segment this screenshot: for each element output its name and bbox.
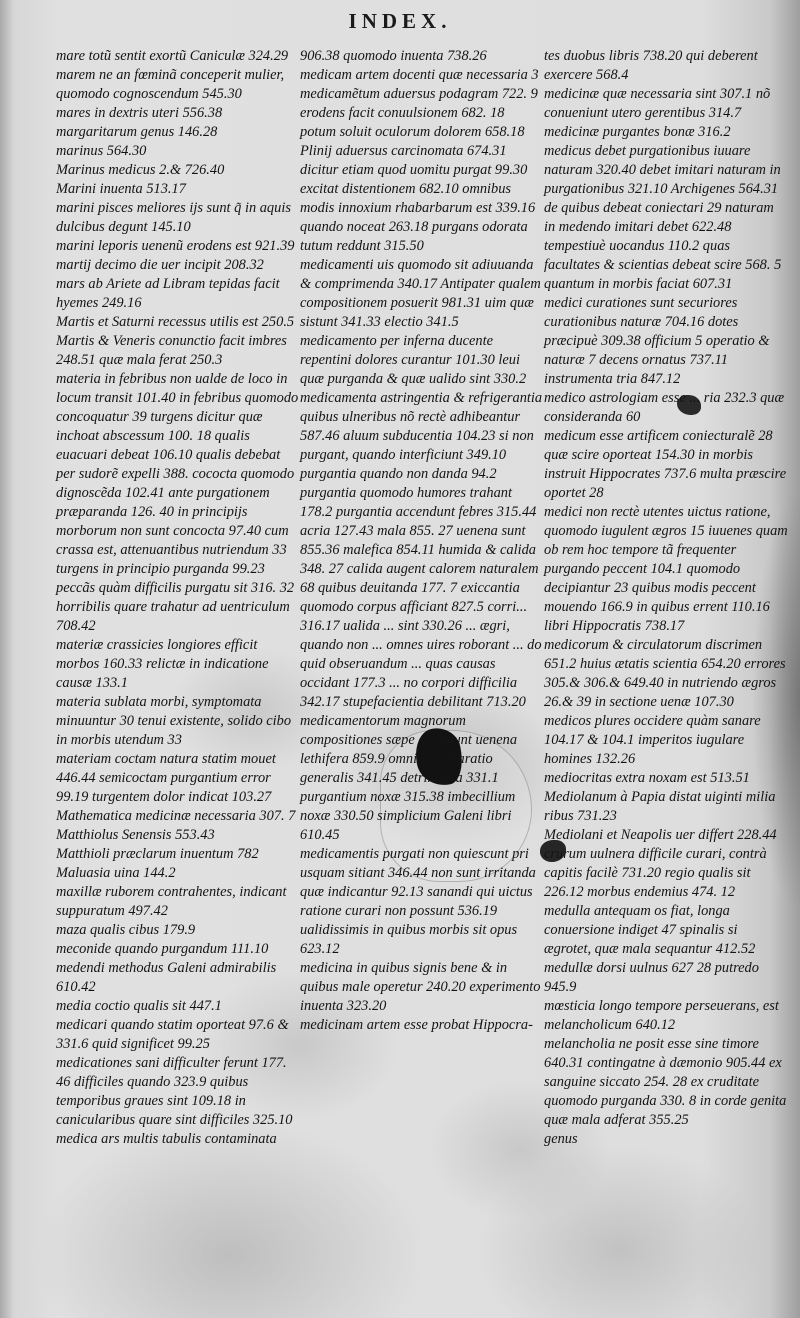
index-entry: mares in dextris uteri 556.38 bbox=[56, 105, 223, 121]
index-entry: mediocritas extra noxam est 513.51 bbox=[544, 770, 750, 786]
index-entry: maxillæ ruborem contrahentes, indicant suppuratum 497.42 bbox=[56, 884, 287, 919]
index-entry: medicamenti uis quomodo sit adiuuanda & comprimenda 340.17 Antipater qualem compositionem posuerit 981.31 uim quæ sistunt 341.33 electio 341.5 bbox=[300, 257, 541, 330]
index-entry: marem ne an fœminã conceperit mulier, quomodo cognoscendum 545.30 bbox=[56, 67, 285, 102]
index-entry: Mediolanum à Papia distat uiginti milia ribus 731.23 bbox=[544, 789, 776, 824]
index-entry: medicinæ purgantes bonæ 316.2 bbox=[544, 124, 731, 140]
index-entry: medicamentorum magnorum compositiones sæpe accipiunt uenena lethifera 859.9 omniũ præparatio generalis 341.45 detrimenta 331.1 purgantium noxæ 315.38 imbecillium noxæ 330.50 simplicium Galeni libri 610.45 bbox=[300, 713, 518, 843]
index-entry: meconide quando purgandum 111.10 bbox=[56, 941, 269, 957]
index-entry: Martis et Saturni recessus utilis est 250.5 bbox=[56, 314, 295, 330]
index-entry: marini leporis uenenũ erodens est 921.39 bbox=[56, 238, 295, 254]
index-entry: medicamentis purgati non quiescunt pri usquam sitiant 346.44 non sunt irritanda quæ indicantur 92.13 sanandi qui uictus ratione curari non possunt 536.19 ualidissimis in quibus morbis sit opus 623.12 bbox=[300, 846, 536, 957]
index-entry: medicinam artem esse probat Hippocra- bbox=[300, 1017, 533, 1033]
index-entry: Marini inuenta 513.17 bbox=[56, 181, 186, 197]
index-entry: medici curationes sunt securiores curationibus naturæ 704.16 dotes præcipuè 309.38 officium 5 operatio & naturæ 7 decens ornatus 737.11 instrumenta tria 847.12 bbox=[544, 295, 770, 387]
page-header: INDEX. bbox=[348, 9, 452, 33]
index-column-1 bbox=[56, 47, 300, 1149]
index-entry: Marinus medicus 2.& 726.40 bbox=[56, 162, 225, 178]
index-entry: Matthioli præclarum inuentum 782 bbox=[56, 846, 259, 862]
index-entry: medicorum & circulatorum discrimen 651.2 huius ætatis scientia 654.20 errores 305.& 306.& 649.40 in nutriendo ægros 26.& 39 in sectione uenæ 107.30 bbox=[544, 637, 786, 710]
index-entry: medicam artem docenti quæ necessaria 3 bbox=[300, 67, 539, 83]
index-entry: marinus 564.30 bbox=[56, 143, 147, 159]
index-entry: medicos plures occidere quàm sanare 104.17 & 104.1 imperitos iugulare homines 132.26 bbox=[544, 713, 761, 767]
index-entry: medulla antequam os fiat, longa conuersione indiget 47 spinalis si ægrotet, quæ mala sequantur 412.52 bbox=[544, 903, 756, 957]
index-entry: medicamento per inferna ducente repentini dolores curantur 101.30 leui quæ purganda & quæ ualido sint 330.2 bbox=[300, 333, 527, 387]
index-entry: Mediolani et Neapolis uer differt 228.44 crurum uulnera difficile curari, contrà capitis facilè 731.20 regio qualis sit 226.12 morbus endemius 474. 12 bbox=[544, 827, 777, 900]
index-entry: medicum esse artificem coniecturalẽ 28 quæ scire oporteat 154.30 in morbis instruit Hippocrates 737.6 multa præscire oportet 28 bbox=[544, 428, 787, 501]
index-entry: medicamenta astringentia & refrigerantia quibus ulneribus nõ rectè adhibeantur 587.46 aluum subducentia 104.23 si non purgant, quando interficiunt 349.10 purgantia quando non danda 94.2 purgantia quomodo humores trahant 178.2 purgantia accendunt febres 315.44 acria 127.43 mala 855. 27 uenena sunt 855.36 malefica 854.11 humida & calida 348. 27 calida augent calorem naturalem 68 quibus deuitanda 177. 7 exiccantia quomodo corpus afficiant 827.5 corri... 316.17 ualida ... sint 330.26 ... ægri, quando non ... omnes uires roborant ... do quid obseruandum ... quas causas occidant 177.3 ... no corpori difficilia 342.17 stupefacientia debilitant 713.20 bbox=[300, 390, 543, 710]
index-entry: medendi methodus Galeni admirabilis 610.42 bbox=[56, 960, 277, 995]
index-entry: margaritarum genus 146.28 bbox=[56, 124, 218, 140]
index-entry: Martis & Veneris conunctio facit imbres 248.51 quæ mala ferat 250.3 bbox=[56, 333, 287, 368]
index-column-2 bbox=[300, 47, 544, 1035]
index-entry: marini pisces meliores ijs sunt q̃ in aquis dulcibus degunt 145.10 bbox=[56, 200, 291, 235]
index-entry: mare totũ sentit exortũ Caniculæ 324.29 bbox=[56, 48, 289, 64]
index-entry: media coctio qualis sit 447.1 bbox=[56, 998, 222, 1014]
index-entry: medicina in quibus signis bene & in quibus male operetur 240.20 experimento inuenta 323.20 bbox=[300, 960, 541, 1014]
index-entry: Matthiolus Senensis 553.43 bbox=[56, 827, 215, 843]
index-entry: medicus debet purgationibus iuuare naturam 320.40 debet imitari naturam in purgationibus 321.10 Archigenes 564.31 de quibus debeat coniectari 29 naturam in medendo imitari debet 622.48 tempestiuè uocandus 110.2 quas facultates & scientias debeat scire 568. 5 quantum in morbis faciat 607.31 bbox=[544, 143, 782, 292]
index-entry: medici non rectè utentes uictus ratione, quomodo iugulent ægros 15 iuuenes quam ob rem hoc tempore tã frequenter purgando peccent 104.1 quomodo decipiantur 23 quibus modis peccent mouendo 166.9 in quibus errent 110.16 libri Hippocratis 738.17 bbox=[544, 504, 788, 634]
index-entry: materia in febribus non ualde de loco in locum transit 101.40 in febribus quomodo concoquatur 39 turgens dicitur quæ inchoat abscessum 100. 18 qualis euacuari debeat 106.10 qualis debebat per sudorẽ expelli 388. cococta quomodo dignoscẽda 102.41 ante purgationem præparanda 126. 40 in principijs morborum non sunt concocta 97.40 cum crassa est, attenuantibus nutriendum 33 turgens in principio purganda 99.23 peccãs quàm difficilis purgatu sit 316. 32 horribilis quare trahatur ad uentriculum 708.42 bbox=[56, 371, 299, 634]
index-entry: 906.38 quomodo inuenta 738.26 bbox=[300, 48, 487, 64]
index-entry: mars ab Ariete ad Libram tepidas facit hyemes 249.16 bbox=[56, 276, 280, 311]
index-entry: materiam coctam natura statim mouet 446.44 semicoctam purgantium error 99.19 turgentem dolor indicat 103.27 bbox=[56, 751, 276, 805]
index-entry: tes duobus libris 738.20 qui deberent exercere 568.4 bbox=[544, 48, 758, 83]
index-entry: materia sublata morbi, symptomata minuuntur 30 tenui existente, solido cibo in morbis utendum 33 bbox=[56, 694, 292, 748]
index-entry: medica ars multis tabulis contaminata bbox=[56, 1131, 277, 1147]
index-entry: medicamẽtum aduersus podagram 722. 9 erodens facit conuulsionem 682. 18 potum soluit oculorum dolorem 658.18 Plinij aduersus carcinomata 674.31 dicitur etiam quod uomitu purgat 99.30 excitat distentionem 682.10 omnibus modis innoxium rhabarbarum est 339.16 quando noceat 263.18 purgans odorata tutum reddunt 315.50 bbox=[300, 86, 538, 254]
index-entry: medicationes sani difficulter ferunt 177. 46 difficiles quando 323.9 quibus temporibus graues sint 109.18 in canicularibus quare sint difficiles 325.10 bbox=[56, 1055, 293, 1128]
index-entry: maza qualis cibus 179.9 bbox=[56, 922, 196, 938]
index-entry: martij decimo die uer incipit 208.32 bbox=[56, 257, 264, 273]
index-entry: genus bbox=[544, 1131, 578, 1147]
index-entry: medicari quando statim oporteat 97.6 & 331.6 quid significet 99.25 bbox=[56, 1017, 289, 1052]
index-entry: Mathematica medicinæ necessaria 307. 7 bbox=[56, 808, 296, 824]
index-entry: medullæ dorsi uulnus 627 28 putredo 945.9 bbox=[544, 960, 759, 995]
index-entry: medico astrologiam esse ... ria 232.3 quæ consideranda 60 bbox=[544, 390, 785, 425]
index-entry: Maluasia uina 144.2 bbox=[56, 865, 176, 881]
index-entry: melancholia ne posit esse sine timore 640.31 contingatne à dæmonio 905.44 ex sanguine siccato 254. 28 ex cruditate quomodo purganda 330. 8 in corde genita quæ mala adferat 355.25 bbox=[544, 1036, 787, 1128]
index-entry: materiæ crassicies longiores efficit morbos 160.33 relictæ in indicatione causæ 133.1 bbox=[56, 637, 269, 691]
index-entry: mœsticia longo tempore perseuerans, est melancholicum 640.12 bbox=[544, 998, 779, 1033]
index-entry: medicinæ quæ necessaria sint 307.1 nõ conueniunt utero gerentibus 314.7 bbox=[544, 86, 771, 121]
index-column-3 bbox=[544, 47, 788, 1149]
